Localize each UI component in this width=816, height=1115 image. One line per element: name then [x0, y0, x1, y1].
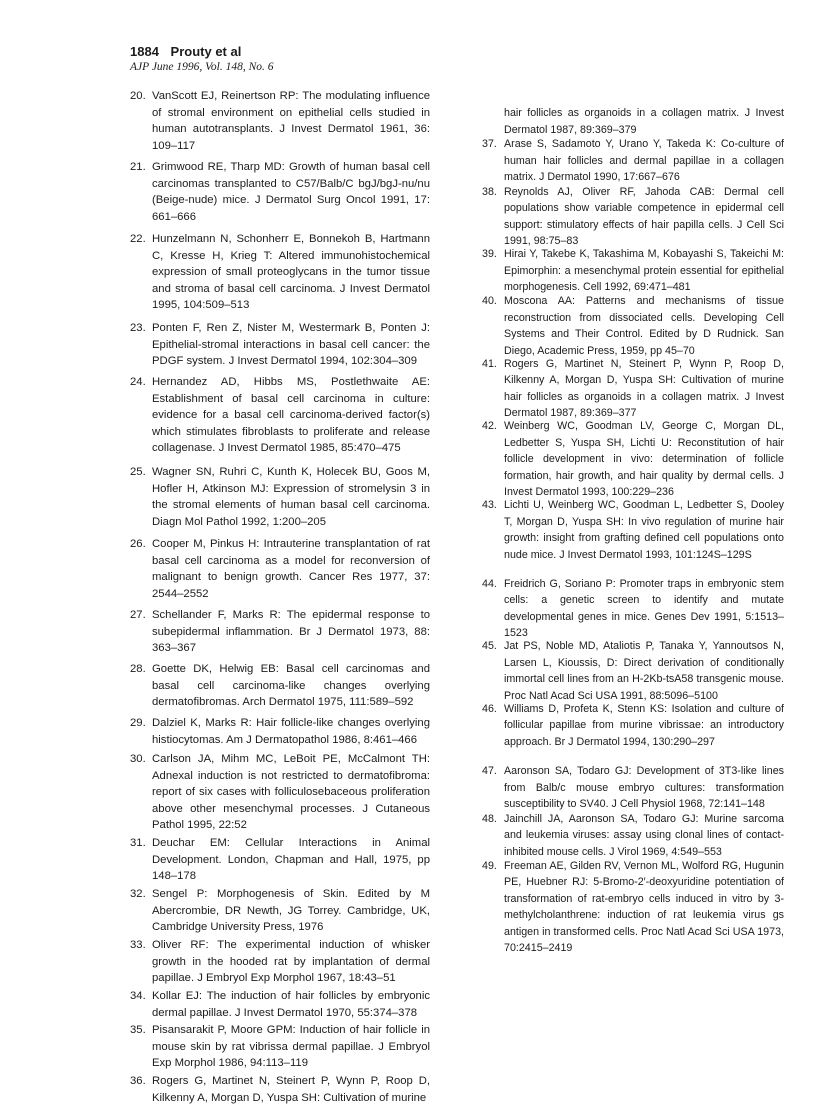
- reference-number: 24.: [130, 376, 146, 388]
- reference-item: [130, 607, 430, 657]
- reference-number: 45.: [482, 640, 497, 653]
- reference-item: [482, 418, 784, 501]
- reference-item: [130, 536, 430, 602]
- reference-number: 33.: [130, 939, 146, 951]
- reference-number: 21.: [130, 161, 146, 173]
- reference-item: [482, 638, 784, 704]
- reference-number: 23.: [130, 322, 146, 334]
- reference-text: Rogers G, Martinet N, Steinert P, Wynn P, Roop D, Kilkenny A, Morgan D, Yuspa SH: Cultivation of murine hair follicles as organoids in a collagen matrix. J Invest Dermatol 1987, 89:369–377: [504, 357, 784, 420]
- reference-number: 34.: [130, 990, 146, 1002]
- reference-item: [130, 1022, 430, 1072]
- reference-item: [130, 835, 430, 885]
- reference-text: Wagner SN, Ruhri C, Kunth K, Holecek BU, Goos M, Hofler H, Atkinson MJ: Expression of stromelysin 3 in the stromal elements of human basal cell carcinoma. Diagn Mol Pathol 1992, 1:200–205: [152, 466, 430, 528]
- reference-number: 46.: [482, 702, 497, 715]
- reference-text: Hernandez AD, Hibbs MS, Postlethwaite AE: Establishment of basal cell carcinoma in culture: evidence for a basal cell carcinoma-derived factor(s) which stimulates fibroblasts to proliferate and release collagenase. J Invest Dermatol 1985, 85:470–475: [152, 376, 430, 454]
- reference-text: Grimwood RE, Tharp MD: Growth of human basal cell carcinomas transplanted to C57/Balb/C bgJ/bgJ-nu/nu (Beige-nude) mice. J Dermatol Surg Oncol 1991, 17: 661–666: [152, 161, 430, 223]
- reference-number: 29.: [130, 717, 146, 729]
- header-authors: Prouty et al: [170, 44, 242, 59]
- reference-number: 35.: [130, 1024, 146, 1036]
- reference-text: Oliver RF: The experimental induction of whisker growth in the hooded rat by implantation of dermal papillae. J Embryol Exp Morphol 1967, 18:43–51: [152, 939, 430, 984]
- journal-citation: AJP June 1996, Vol. 148, No. 6: [130, 61, 274, 73]
- reference-text: Pisansarakit P, Moore GPM: Induction of hair follicle in mouse skin by rat vibrissa dermal papillae. J Embryol Exp Morphol 1986, 94:113–119: [152, 1024, 430, 1069]
- running-header: [130, 44, 274, 75]
- reference-number: 48.: [482, 812, 497, 825]
- reference-number: 32.: [130, 888, 146, 900]
- reference-item: [482, 356, 784, 422]
- reference-item: [130, 751, 430, 834]
- reference-item: [482, 576, 784, 642]
- reference-number: 43.: [482, 499, 497, 512]
- reference-item: [482, 701, 784, 751]
- reference-text: Jainchill JA, Aaronson SA, Todaro GJ: Murine sarcoma and leukemia viruses: assay using clonal lines of contact-inhibited mouse cells. J Virol 1969, 4:549–553: [504, 812, 784, 858]
- reference-text: Carlson JA, Mihm MC, LeBoit PE, McCalmont TH: Adnexal induction is not restricted to dermatofibroma: report of six cases with folliculosebaceous proliferation above other mesenchymal processes. J Cutaneous Pathol 1995, 22:52: [152, 753, 430, 831]
- reference-item: [482, 811, 784, 861]
- reference-text: Ponten F, Ren Z, Nister M, Westermark B, Ponten J: Epithelial-stromal interactions in basal cell cancer: the PDGF system. J Invest Dermatol 1994, 102:304–309: [152, 322, 430, 367]
- reference-text: Lichti U, Weinberg WC, Goodman L, Ledbetter S, Dooley T, Morgan D, Yuspa SH: In vivo regulation of murine hair growth: insight from grafting defined cell populations onto nude mice. J Invest Dermatol 1993, 101:124S–129S: [504, 499, 784, 561]
- reference-number: 41.: [482, 357, 497, 370]
- reference-text: Freidrich G, Soriano P: Promoter traps in embryonic stem cells: a genetic screen to identify and mutate developmental genes in mice. Genes Dev 1991, 5:1513–1523: [504, 577, 784, 640]
- reference-text: VanScott EJ, Reinertson RP: The modulating influence of stromal environment on epithelial cells studied in human autotransplants. J Invest Dermatol 1961, 36: 109–117: [152, 90, 430, 152]
- reference-item: [482, 136, 784, 186]
- reference-number: 42.: [482, 420, 497, 433]
- reference-text: Sengel P: Morphogenesis of Skin. Edited by M Abercrombie, DR Newth, JG Torrey. Cambridge, UK, Cambridge University Press, 1976: [152, 888, 430, 933]
- reference-item: [130, 320, 430, 370]
- reference-item: [130, 937, 430, 987]
- reference-number: 40.: [482, 295, 497, 308]
- reference-text: Goette DK, Helwig EB: Basal cell carcinomas and basal cell carcinoma-like changes overlying dermatofibromas. Arch Dermatol 1975, 111:589–592: [152, 663, 430, 708]
- reference-text: Deuchar EM: Cellular Interactions in Animal Development. London, Chapman and Hall, 1975, pp 148–178: [152, 837, 430, 882]
- reference-number: 30.: [130, 753, 146, 765]
- reference-item: [130, 988, 430, 1021]
- reference-item: [482, 858, 784, 957]
- reference-item: [130, 231, 430, 314]
- reference-number: 47.: [482, 765, 497, 778]
- reference-item: [130, 715, 430, 748]
- reference-number: 38.: [482, 185, 497, 198]
- reference-number: 39.: [482, 248, 497, 261]
- reference-text: Hirai Y, Takebe K, Takashima M, Kobayashi S, Takeichi M: Epimorphin: a mesenchymal protein essential for epithelial morphogenesis. Cell 1992, 69:471–481: [504, 248, 784, 294]
- reference-number: 36.: [130, 1075, 146, 1087]
- reference-text: Aaronson SA, Todaro GJ: Development of 3T3-like lines from Balb/c mouse embryo cultures: transformation susceptibility to SV40. J Cell Physiol 1968, 72:141–148: [504, 765, 784, 811]
- reference-item: [130, 886, 430, 936]
- reference-text: Freeman AE, Gilden RV, Vernon ML, Wolford RG, Hugunin PE, Huebner RJ: 5-Bromo-2′-deoxyuridine potentiation of transformation of rat-embryo cells induced in vitro by 3-methylcholanthrene: induction of rat leukemia virus gs antigen in transformed cells. Proc Natl Acad Sci USA 1973, 70:2415–2419: [504, 859, 784, 955]
- reference-text: Kollar EJ: The induction of hair follicles by embryonic dermal papillae. J Invest Dermatol 1970, 55:374–378: [152, 990, 430, 1019]
- reference-text: Moscona AA: Patterns and mechanisms of tissue reconstruction from dissociated cells. Developing Cell Systems and Their Control. Edited by D Rudnick. San Diego, Academic Press, 1959, pp 45–70: [504, 295, 784, 357]
- reference-number: 31.: [130, 837, 146, 849]
- reference-text: Schellander F, Marks R: The epidermal response to subepidermal inflammation. Br J Dermatol 1973, 88: 363–367: [152, 609, 430, 654]
- reference-number: 28.: [130, 663, 146, 675]
- reference-item: [482, 763, 784, 813]
- reference-text: Williams D, Profeta K, Stenn KS: Isolation and culture of follicular papillae from murine vibrissae: an introductory approach. Br J Dermatol 1994, 130:290–297: [504, 702, 784, 748]
- reference-text: hair follicles as organoids in a collagen matrix. J Invest Dermatol 1987, 89:369–379: [504, 107, 784, 136]
- reference-text: Reynolds AJ, Oliver RF, Jahoda CAB: Dermal cell populations show variable competence in epidermal cell support: stimulatory effects of hair papilla cells. J Cell Sci 1991, 98:75–83: [504, 185, 784, 248]
- reference-item: [130, 159, 430, 225]
- reference-text: Hunzelmann N, Schonherr E, Bonnekoh B, Hartmann C, Kresse H, Krieg T: Altered immunohistochemical expression of small proteoglycans in the tumor tissue and stroma of basal cell carcinoma. J Invest Dermatol 1995, 104:509–513: [152, 233, 430, 311]
- reference-text: Cooper M, Pinkus H: Intrauterine transplantation of rat basal cell carcinoma as a model for reconversion of malignant to benign growth. Cancer Res 1977, 37: 2544–2552: [152, 538, 430, 600]
- reference-item: [482, 497, 784, 563]
- reference-number: 22.: [130, 233, 146, 245]
- reference-text: Arase S, Sadamoto Y, Urano Y, Takeda K: Co-culture of human hair follicles and dermal papillae in a collagen matrix. J Dermatol 1990, 17:667–676: [504, 138, 784, 184]
- reference-item: [130, 1073, 430, 1106]
- reference-number: 44.: [482, 577, 497, 590]
- reference-item: [482, 184, 784, 250]
- reference-item: [130, 374, 430, 457]
- reference-text: Dalziel K, Marks R: Hair follicle-like changes overlying histiocytomas. Am J Dermatopathol 1986, 8:461–466: [152, 717, 430, 746]
- reference-number: 20.: [130, 90, 146, 102]
- reference-item: [130, 661, 430, 711]
- reference-item: [482, 246, 784, 296]
- reference-number: 27.: [130, 609, 146, 621]
- reference-item: [130, 464, 430, 530]
- reference-number: 26.: [130, 538, 146, 550]
- reference-item: [482, 293, 784, 359]
- reference-continuation: [482, 105, 784, 138]
- page-number: 1884: [130, 44, 159, 59]
- header-line: [130, 44, 274, 60]
- reference-number: 37.: [482, 138, 497, 151]
- reference-item: [130, 88, 430, 154]
- reference-text: Jat PS, Noble MD, Ataliotis P, Tanaka Y, Yannoutsos N, Larsen L, Kioussis, D: Direct derivation of conditionally immortal cell lines from an H-2Kb-tsA58 transgenic mouse. Proc Natl Acad Sci USA 1991, 88:5096–5100: [504, 640, 784, 702]
- reference-number: 25.: [130, 466, 146, 478]
- reference-number: 49.: [482, 859, 497, 872]
- reference-text: Weinberg WC, Goodman LV, George C, Morgan DL, Ledbetter S, Yuspa SH, Lichti U: Reconstitution of hair follicle development in vivo: determination of follicle formation, hair growth, and hair quality by dermal cells. J Invest Dermatol 1993, 100:229–236: [504, 420, 784, 499]
- reference-text: Rogers G, Martinet N, Steinert P, Wynn P, Roop D, Kilkenny A, Morgan D, Yuspa SH: Cultivation of murine: [152, 1075, 430, 1104]
